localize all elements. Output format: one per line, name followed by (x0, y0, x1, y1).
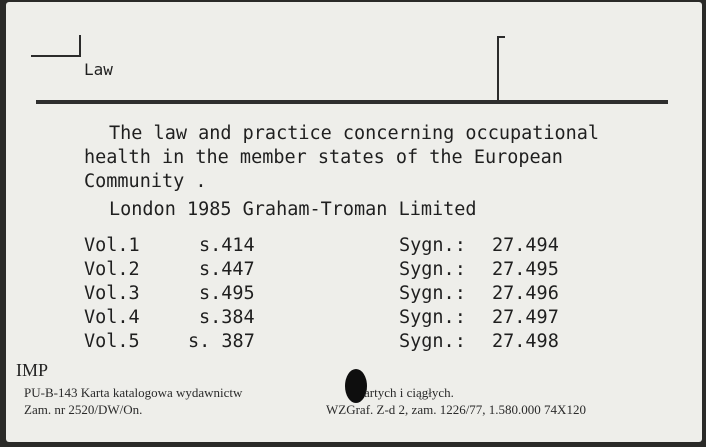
footer-order-number: Zam. nr 2520/DW/On. (24, 402, 143, 417)
volume-5-label: Vol.5 (84, 331, 140, 352)
volume-2-sygn: 27.495 (492, 259, 559, 280)
footer-printer-info: WZGraf. Z-d 2, zam. 1226/77, 1.580.000 74X120 (326, 402, 586, 417)
volume-1-label: Vol.1 (84, 235, 140, 256)
title-line-2: health in the member states of the European (84, 147, 563, 168)
corner-mark-vertical (79, 35, 81, 57)
volume-5-sygn-label: Sygn.: (399, 331, 466, 352)
footer-form-name-end: artych i ciągłych. (364, 385, 454, 400)
subject-heading: Law (84, 60, 113, 79)
footer-form-name: PU-B-143 Karta katalogowa wydawnictw (24, 385, 243, 400)
imprint-line: London 1985 Graham-Troman Limited (109, 199, 477, 220)
volume-3-label: Vol.3 (84, 283, 140, 304)
volume-4-pages: s.384 (199, 307, 255, 328)
volume-5-sygn: 27.498 (492, 331, 559, 352)
volume-4-label: Vol.4 (84, 307, 140, 328)
volume-1-sygn-label: Sygn.: (399, 235, 466, 256)
corner-mark-horizontal (31, 55, 81, 57)
vertical-rule (497, 36, 499, 102)
volume-2-pages: s.447 (199, 259, 255, 280)
volume-1-sygn: 27.494 (492, 235, 559, 256)
title-line-3: Community . (84, 171, 207, 192)
horizontal-rule (36, 100, 668, 104)
catalog-card (6, 2, 702, 442)
volume-2-sygn-label: Sygn.: (399, 259, 466, 280)
volume-3-sygn: 27.496 (492, 283, 559, 304)
volume-4-sygn: 27.497 (492, 307, 559, 328)
volume-3-pages: s.495 (199, 283, 255, 304)
volume-4-sygn-label: Sygn.: (399, 307, 466, 328)
volume-3-sygn-label: Sygn.: (399, 283, 466, 304)
volume-2-label: Vol.2 (84, 259, 140, 280)
imp-stamp: IMP (16, 360, 49, 380)
title-line-1: The law and practice concerning occupational (109, 123, 600, 144)
volume-5-pages: s. 387 (188, 331, 255, 352)
volume-1-pages: s.414 (199, 235, 255, 256)
vertical-rule-tick (497, 36, 505, 38)
